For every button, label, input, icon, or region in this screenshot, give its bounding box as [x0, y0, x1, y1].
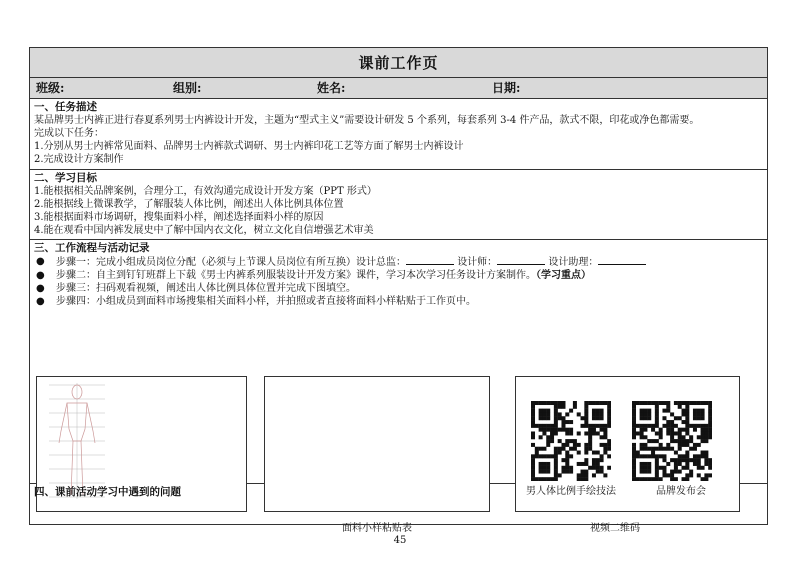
qr1-label: 男人体比例手绘技法	[526, 486, 616, 497]
task-line: 1.分别从男士内裤常见面料、品牌男士内裤款式调研、男士内裤印花工艺等方面了解男士内裤设计	[34, 141, 464, 152]
group-label: 组别:	[173, 81, 202, 95]
name-label: 姓名:	[317, 81, 346, 95]
task-line: 2.完成设计方案制作	[34, 154, 124, 165]
bullet-icon: ●	[36, 283, 45, 294]
bullet-icon: ●	[36, 256, 45, 267]
bullet-icon: ●	[36, 296, 45, 307]
class-label: 班级:	[36, 81, 65, 95]
section-heading: 三、工作流程与活动记录	[34, 242, 150, 254]
video-caption: 视频二维码	[590, 523, 640, 534]
task-line: 完成以下任务：	[34, 128, 104, 139]
worksheet-table	[29, 47, 768, 534]
emphasis-text: （学习重点）	[536, 270, 591, 281]
qr-code-icon[interactable]	[531, 401, 611, 481]
goal-line: 3.能根据面料市场调研，搜集面料小样，阐述选择面料小样的原因	[34, 212, 324, 223]
qr-code-icon[interactable]	[632, 401, 712, 481]
section-heading: 四、课前活动学习中遇到的问题	[34, 486, 181, 498]
fabric-caption: 面料小样粘贴表	[342, 523, 412, 534]
learning-goals-section	[30, 170, 767, 240]
goal-line: 4.能在观看中国内裤发展史中了解中国内衣文化，树立文化自信增强艺术审美	[34, 225, 374, 236]
info-row	[30, 78, 767, 99]
section-heading: 一、任务描述	[34, 101, 97, 113]
page-number: 45	[393, 535, 407, 546]
qr2-label: 品牌发布会	[656, 486, 706, 497]
problems-section	[30, 484, 767, 524]
step-two: ● 步骤二：自主到钉钉班群上下载《男士内裤系列服装设计开发方案》课件，学习本次学习任务设计方案制作。（学习重点）	[36, 270, 591, 281]
goal-line: 2.能根据线上微课教学，了解服装人体比例，阐述出人体比例具体位置	[34, 199, 344, 210]
section-heading: 二、学习目标	[34, 172, 97, 184]
step-one: ● 步骤一：完成小组成员岗位分配（必须与上节课人员岗位有所互换）设计总监： 设计师： 设计助理：	[34, 255, 763, 269]
director-blank[interactable]	[406, 255, 454, 265]
step-four: ● 步骤四：小组成员到面料市场搜集相关面料小样，并拍照或者直接将面料小样粘贴于工作页中。	[36, 296, 476, 307]
bullet-icon: ●	[36, 270, 45, 281]
date-label: 日期:	[492, 81, 521, 95]
page-title: 课前工作页	[30, 48, 767, 78]
task-line: 某品牌男士内裤正进行春夏系列男士内裤设计开发，主题为“型式主义”需要设计研发 5 个系列，每套系列 3-4 件产品，款式不限，印花或净色都需要。	[34, 115, 700, 126]
goal-line: 1.能根据相关品牌案例，合理分工，有效沟通完成设计开发方案（PPT 形式）	[34, 186, 377, 197]
assistant-blank[interactable]	[598, 255, 646, 265]
designer-blank[interactable]	[497, 255, 545, 265]
step-three: ● 步骤三：扫码观看视频，阐述出人体比例具体位置并完成下图填空。	[36, 283, 356, 294]
task-description-section	[30, 99, 767, 170]
